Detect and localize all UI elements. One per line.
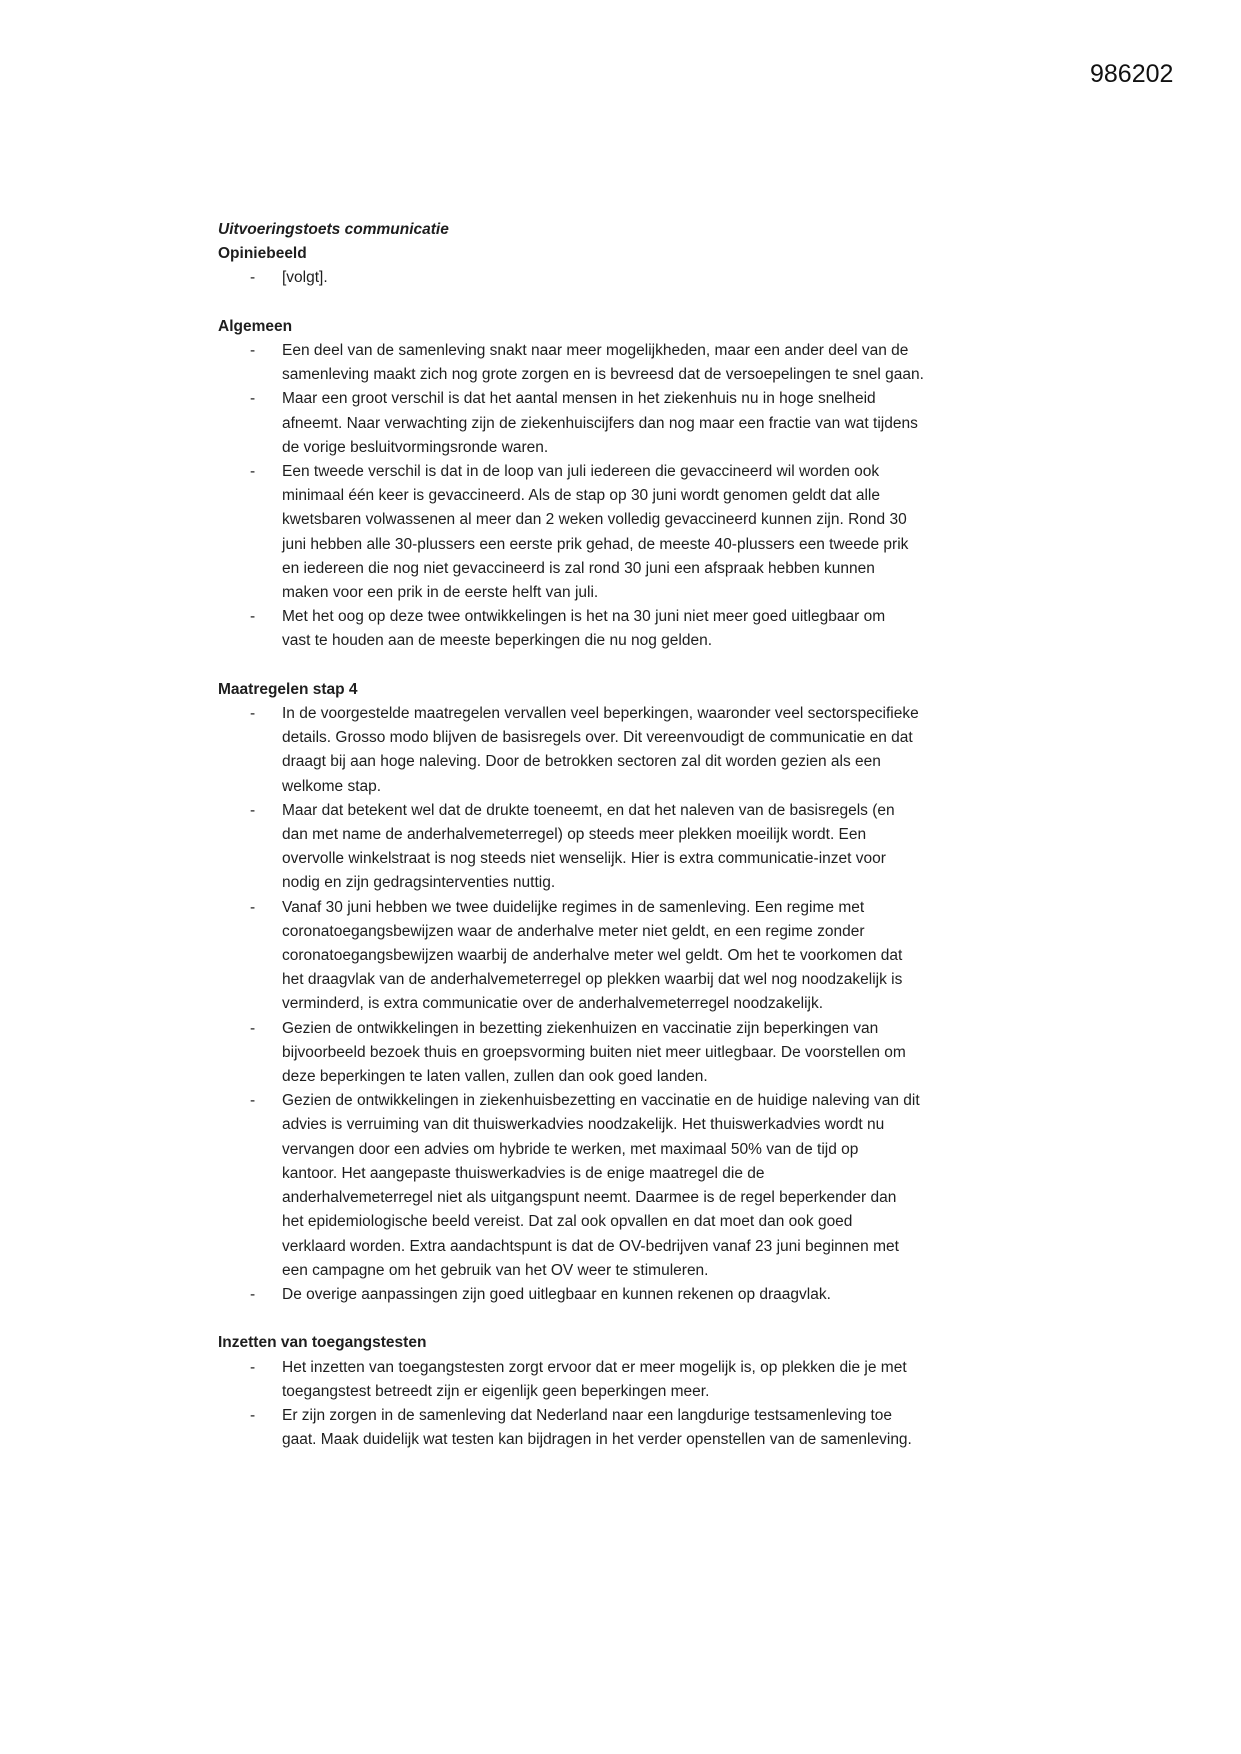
text-line: Een tweede verschil is dat in de loop van juli iedereen die gevaccineerd wil worden ook xyxy=(282,463,880,481)
text-line: en iedereen die nog niet gevaccineerd is zal rond 30 juni een afspraak hebben kunnen xyxy=(282,559,875,577)
list-item xyxy=(218,605,1038,653)
section-heading: Maatregelen stap 4 xyxy=(218,680,358,698)
text-line: De overige aanpassingen zijn goed uitlegbaar en kunnen rekenen op draagvlak. xyxy=(282,1285,831,1303)
text-line: Een deel van de samenleving snakt naar meer mogelijkheden, maar een ander deel van de xyxy=(282,342,909,359)
text-line: draagt bij aan hoge naleving. Door de betrokken sectoren zal dit worden gezien als een xyxy=(282,753,881,771)
text-line: kwetsbaren volwassenen al meer dan 2 weken volledig gevaccineerd kunnen zijn. Rond 30 xyxy=(282,511,907,529)
sections xyxy=(218,242,1038,1452)
text-line: een campagne om het gebruik van het OV weer te stimuleren. xyxy=(282,1261,709,1279)
blank-line xyxy=(218,1307,1038,1331)
list-item xyxy=(218,896,1038,1017)
text-line: coronatoegangsbewijzen waar de anderhalve meter niet geldt, en een regime zonder xyxy=(282,922,865,940)
text-line: advies is verruiming van dit thuiswerkadvies noodzakelijk. Het thuiswerkadvies wordt nu xyxy=(282,1116,885,1134)
text-line: juni hebben alle 30-plussers een eerste prik gehad, de meeste 40-plussers een tweede prik xyxy=(282,535,909,553)
text-line: toegangstest betreedt zijn er eigenlijk geen beperkingen meer. xyxy=(282,1382,710,1400)
bullet-dash-icon: - xyxy=(250,1406,256,1424)
text-line: vast te houden aan de meeste beperkingen die nu nog gelden. xyxy=(282,632,713,650)
section xyxy=(218,242,1038,290)
document-title: Uitvoeringstoets communicatie xyxy=(218,221,449,238)
list-item xyxy=(218,387,1038,460)
list-item xyxy=(218,1283,1038,1307)
bullet-dash-icon: - xyxy=(250,1092,256,1110)
list-item xyxy=(218,1356,1038,1404)
text-line: verminderd, is extra communicatie over de anderhalvemeterregel noodzakelijk. xyxy=(282,995,824,1013)
text-line: [volgt]. xyxy=(282,269,328,287)
bullet-dash-icon: - xyxy=(250,342,256,359)
bullet-list xyxy=(218,339,1038,654)
list-item xyxy=(218,1017,1038,1090)
bullet-dash-icon: - xyxy=(250,608,256,626)
section-heading: Opiniebeeld xyxy=(218,245,307,263)
text-line: Vanaf 30 juni hebben we twee duidelijke regimes in de samenleving. Een regime met xyxy=(282,898,865,916)
text-line: Gezien de ontwikkelingen in ziekenhuisbezetting en vaccinatie en de huidige naleving van dit xyxy=(282,1092,920,1110)
bullet-dash-icon: - xyxy=(250,1358,256,1376)
text-line: dan met name de anderhalvemeterregel) op steeds meer plekken moeilijk wordt. Een xyxy=(282,826,867,844)
bullet-dash-icon: - xyxy=(250,463,256,481)
bullet-list xyxy=(218,266,1038,290)
list-item xyxy=(218,1089,1038,1283)
blank-line xyxy=(218,291,1038,315)
text-line: de vorige besluitvormingsronde waren. xyxy=(282,438,549,456)
text-line: Maar dat betekent wel dat de drukte toeneemt, en dat het naleven van de basisregels (en xyxy=(282,801,895,819)
text-line: nodig en zijn gedragsinterventies nuttig. xyxy=(282,874,556,892)
text-line: welkome stap. xyxy=(282,777,382,795)
text-line: gaat. Maak duidelijk wat testen kan bijdragen in het verder openstellen van de samenleving. xyxy=(282,1431,912,1449)
text-line: anderhalvemeterregel niet als uitgangspunt neemt. Daarmee is de regel beperkender dan xyxy=(282,1189,897,1207)
text-line: het epidemiologische beeld vereist. Dat zal ook opvallen en dat moet dan ook goed xyxy=(282,1213,853,1231)
list-item xyxy=(218,266,1038,290)
list-item xyxy=(218,460,1038,605)
text-line: afneemt. Naar verwachting zijn de ziekenhuiscijfers dan nog maar een fractie van wat tijdens xyxy=(282,414,918,432)
bullet-dash-icon: - xyxy=(250,705,256,723)
list-item xyxy=(218,799,1038,896)
text-line: Gezien de ontwikkelingen in bezetting ziekenhuizen en vaccinatie zijn beperkingen van xyxy=(282,1019,879,1037)
list-item xyxy=(218,339,1038,387)
section xyxy=(218,1331,1038,1452)
section xyxy=(218,678,1038,1307)
text-line: Met het oog op deze twee ontwikkelingen is het na 30 juni niet meer goed uitlegbaar om xyxy=(282,608,886,626)
text-line: details. Grosso modo blijven de basisregels over. Dit vereenvoudigt de communicatie en dat xyxy=(282,729,913,747)
bullet-dash-icon: - xyxy=(250,269,256,287)
text-line: samenleving maakt zich nog grote zorgen en is bevreesd dat de versoepelingen te snel gaan. xyxy=(282,366,924,384)
text-line: Er zijn zorgen in de samenleving dat Nederland naar een langdurige testsamenleving toe xyxy=(282,1406,893,1424)
section-heading: Algemeen xyxy=(218,317,293,335)
section-heading: Inzetten van toegangstesten xyxy=(218,1334,427,1352)
bullet-dash-icon: - xyxy=(250,1285,256,1303)
list-item xyxy=(218,702,1038,799)
text-line: In de voorgestelde maatregelen vervallen veel beperkingen, waaronder veel sectorspecifieke xyxy=(282,705,919,723)
text-line: kantoor. Het aangepaste thuiswerkadvies is de enige maatregel die de xyxy=(282,1164,765,1182)
bullet-dash-icon: - xyxy=(250,1019,256,1037)
section xyxy=(218,315,1038,654)
text-line: verklaard worden. Extra aandachtspunt is dat de OV-bedrijven vanaf 23 juni beginnen met xyxy=(282,1237,899,1255)
text-line: deze beperkingen te laten vallen, zullen dan ook goed landen. xyxy=(282,1068,708,1086)
text-line: overvolle winkelstraat is nog steeds niet wenselijk. Hier is extra communicatie-inzet voor xyxy=(282,850,886,868)
bullet-dash-icon: - xyxy=(250,801,256,819)
text-line: coronatoegangsbewijzen waarbij de anderhalve meter wel geldt. Om het te voorkomen dat xyxy=(282,947,903,965)
bullet-list xyxy=(218,1356,1038,1453)
text-line: Maar een groot verschil is dat het aantal mensen in het ziekenhuis nu in hoge snelheid xyxy=(282,390,876,408)
blank-line xyxy=(218,654,1038,678)
list-item xyxy=(218,1404,1038,1452)
text-line: maken voor een prik in de eerste helft van juli. xyxy=(282,584,599,602)
text-line: bijvoorbeeld bezoek thuis en groepsvorming buiten niet meer uitlegbaar. De voorstellen om xyxy=(282,1043,906,1061)
text-line: vervangen door een advies om hybride te werken, met maximaal 50% van de tijd op xyxy=(282,1140,859,1158)
text-line: minimaal één keer is gevaccineerd. Als de stap op 30 juni wordt genomen geldt dat alle xyxy=(282,487,880,505)
document-number: 986202 xyxy=(1090,60,1174,88)
document-body xyxy=(218,218,1038,1452)
bullet-dash-icon: - xyxy=(250,898,256,916)
text-line: het draagvlak van de anderhalvemeterregel op plekken waarbij dat wel nog noodzakelijk is xyxy=(282,971,903,989)
bullet-list xyxy=(218,702,1038,1307)
text-line: Het inzetten van toegangstesten zorgt ervoor dat er meer mogelijk is, op plekken die je met xyxy=(282,1358,907,1376)
bullet-dash-icon: - xyxy=(250,390,256,408)
